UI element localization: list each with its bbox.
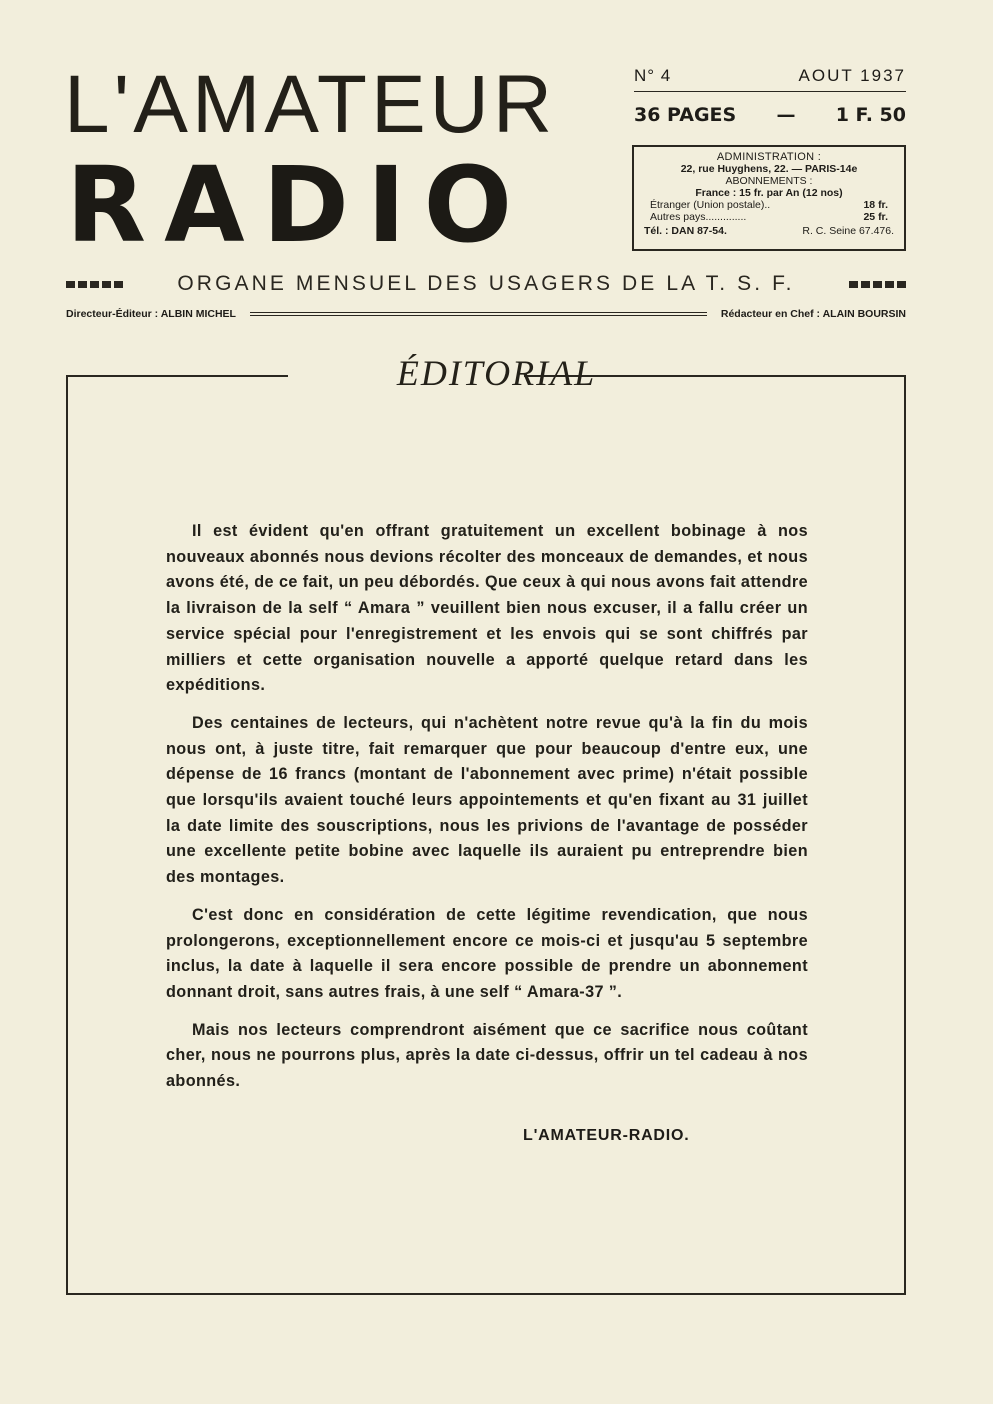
foreign-price: 18 fr. xyxy=(863,199,888,211)
admin-label: ADMINISTRATION : xyxy=(716,151,822,163)
organ-subtitle: ORGANE MENSUEL DES USAGERS DE LA T. S. F. xyxy=(177,272,795,295)
paragraph-1: Il est évident qu'en offrant gratuitement un excellent bobinage à nos nouveaux abonnés nous devions récolter des monceaux de demandes, et nous avons été, de ce fait, un peu débordés. Que ceux à qui nous avons fait attendre la livraison de la self “ Amara ” veuillent bien nous excuser, il a fallu créer un service spécial pour l'enregistrement et les envois qui se sont chiffrés par milliers et cette organisation nouvelle a apporté quelque retard dans les expéditions. xyxy=(166,522,808,695)
signature: L'AMATEUR-RADIO. xyxy=(523,1127,690,1144)
price: 1 F. 50 xyxy=(835,104,906,126)
subscription-other xyxy=(634,211,904,223)
subscription-foreign xyxy=(634,199,904,211)
issue-rule xyxy=(634,91,906,92)
ornament-left xyxy=(66,281,123,288)
page-count: 36 PAGES xyxy=(634,104,737,126)
foreign-label: Étranger (Union postale).. xyxy=(650,199,771,211)
masthead-title-line1: L'AMATEUR xyxy=(64,59,557,150)
telephone: Tél. : DAN 87-54. xyxy=(644,225,727,237)
price-dash: — xyxy=(776,104,796,126)
masthead-title-line2: RADIO xyxy=(66,144,531,266)
ornament-right xyxy=(849,281,906,288)
subscriptions-label: ABONNEMENTS : xyxy=(725,175,813,187)
director-credit: Directeur-Éditeur : ALBIN MICHEL xyxy=(66,308,236,320)
administration-box xyxy=(632,145,906,251)
other-price: 25 fr. xyxy=(863,211,888,223)
editor-credit: Rédacteur en Chef : ALAIN BOURSIN xyxy=(720,308,906,320)
issue-info xyxy=(634,66,906,88)
credits-line xyxy=(66,307,906,321)
double-rule xyxy=(250,312,707,316)
admin-address: 22, rue Huyghens, 22. — PARIS-14e xyxy=(680,163,858,175)
contact-line xyxy=(634,225,904,237)
trade-register: R. C. Seine 67.476. xyxy=(802,225,894,237)
issue-number: N° 4 xyxy=(634,66,672,85)
paragraph-3: C'est donc en considération de cette légitime revendication, que nous prolongerons, exceptionnellement encore ce mois-ci et jusqu'au 5 septembre inclus, la date à laquelle il sera encore possible de prendre un abonnement donnant droit, sans autres frais, à une self “ Amara-37 ”. xyxy=(166,905,808,1001)
paragraph-4: Mais nos lecteurs comprendront aisément que ce sacrifice nous coûtant cher, nous ne pourrons plus, après la date ci-dessus, offrir un tel cadeau à nos abonnés. xyxy=(166,1020,808,1091)
other-label: Autres pays.............. xyxy=(650,211,747,223)
editorial-title: ÉDITORIAL xyxy=(396,353,597,393)
editorial-body xyxy=(166,519,808,1107)
paragraph-2: Des centaines de lecteurs, qui n'achètent notre revue qu'à la fin du mois nous ont, à juste titre, fait remarquer que pour beaucoup d'entre eux, une dépense de 16 francs (montant de l'abonnement avec prime) n'était possible que lorsqu'ils avaient touché leurs appointements et qu'en fixant au 31 juillet la date limite des souscriptions, nous les privions de l'avantage de posséder une excellente petite bobine avec laquelle ils auraient pu entreprendre bien des montages. xyxy=(166,713,808,887)
subscription-france: France : 15 fr. par An (12 nos) xyxy=(695,187,843,199)
price-line xyxy=(634,104,906,126)
organ-line xyxy=(66,270,906,298)
issue-date: AOUT 1937 xyxy=(798,66,906,85)
